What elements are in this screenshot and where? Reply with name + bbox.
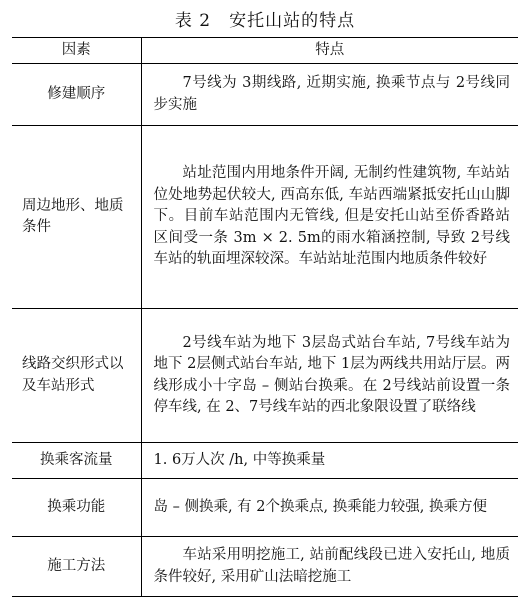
factor-cell: 施工方法: [12, 537, 141, 597]
table-row: [12, 309, 518, 443]
feature-cell: 车站采用明挖施工, 站前配线段已进入安托山, 地质条件较好, 采用矿山法暗挖施工: [141, 537, 518, 597]
table-row: [12, 443, 518, 479]
feature-cell: 2号线车站为地下 3层岛式站台车站, 7号线车站为地下 2层侧式站台车站, 地下 1层为两线共用站厅层。两线形成小十字岛 – 侧站台换乘。在 2号线站前设置一条停车线, 在 2、7号线车站的西北象限设置了联络线: [141, 309, 518, 443]
feature-cell: 7号线为 3期线路, 近期实施, 换乘节点与 2号线同步实施: [141, 64, 518, 126]
table-caption: 表 2 安托山站的特点: [174, 11, 356, 31]
station-features-table: [12, 37, 518, 597]
feature-cell: 站址范围内用地条件开阔, 无制约性建筑物, 车站站位处地势起伏较大, 西高东低, 车站西端紧抵安托山山脚下。目前车站范围内无管线, 但是安托山站至侨香路站区间受一条 3m × 2. 5m的雨水箱涵控制, 导致 2号线车站的轨面埋深较深。车站站址范围内地质条件较好: [141, 126, 518, 309]
factor-cell: 线路交织形式以及车站形式: [12, 309, 141, 443]
header-feature: 特点: [141, 38, 518, 64]
table-row: [12, 64, 518, 126]
factor-cell: 换乘功能: [12, 479, 141, 537]
factor-cell: 周边地形、地质条件: [12, 126, 141, 309]
header-factor: 因素: [12, 38, 141, 64]
table-header-row: [12, 38, 518, 64]
table-row: [12, 126, 518, 309]
factor-cell: 修建顺序: [12, 64, 141, 126]
feature-cell: 1. 6万人次 /h, 中等换乘量: [141, 443, 518, 479]
factor-cell: 换乘客流量: [12, 443, 141, 479]
table-row: [12, 537, 518, 597]
feature-cell: 岛 – 侧换乘, 有 2个换乘点, 换乘能力较强, 换乘方便: [141, 479, 518, 537]
table-row: [12, 479, 518, 537]
